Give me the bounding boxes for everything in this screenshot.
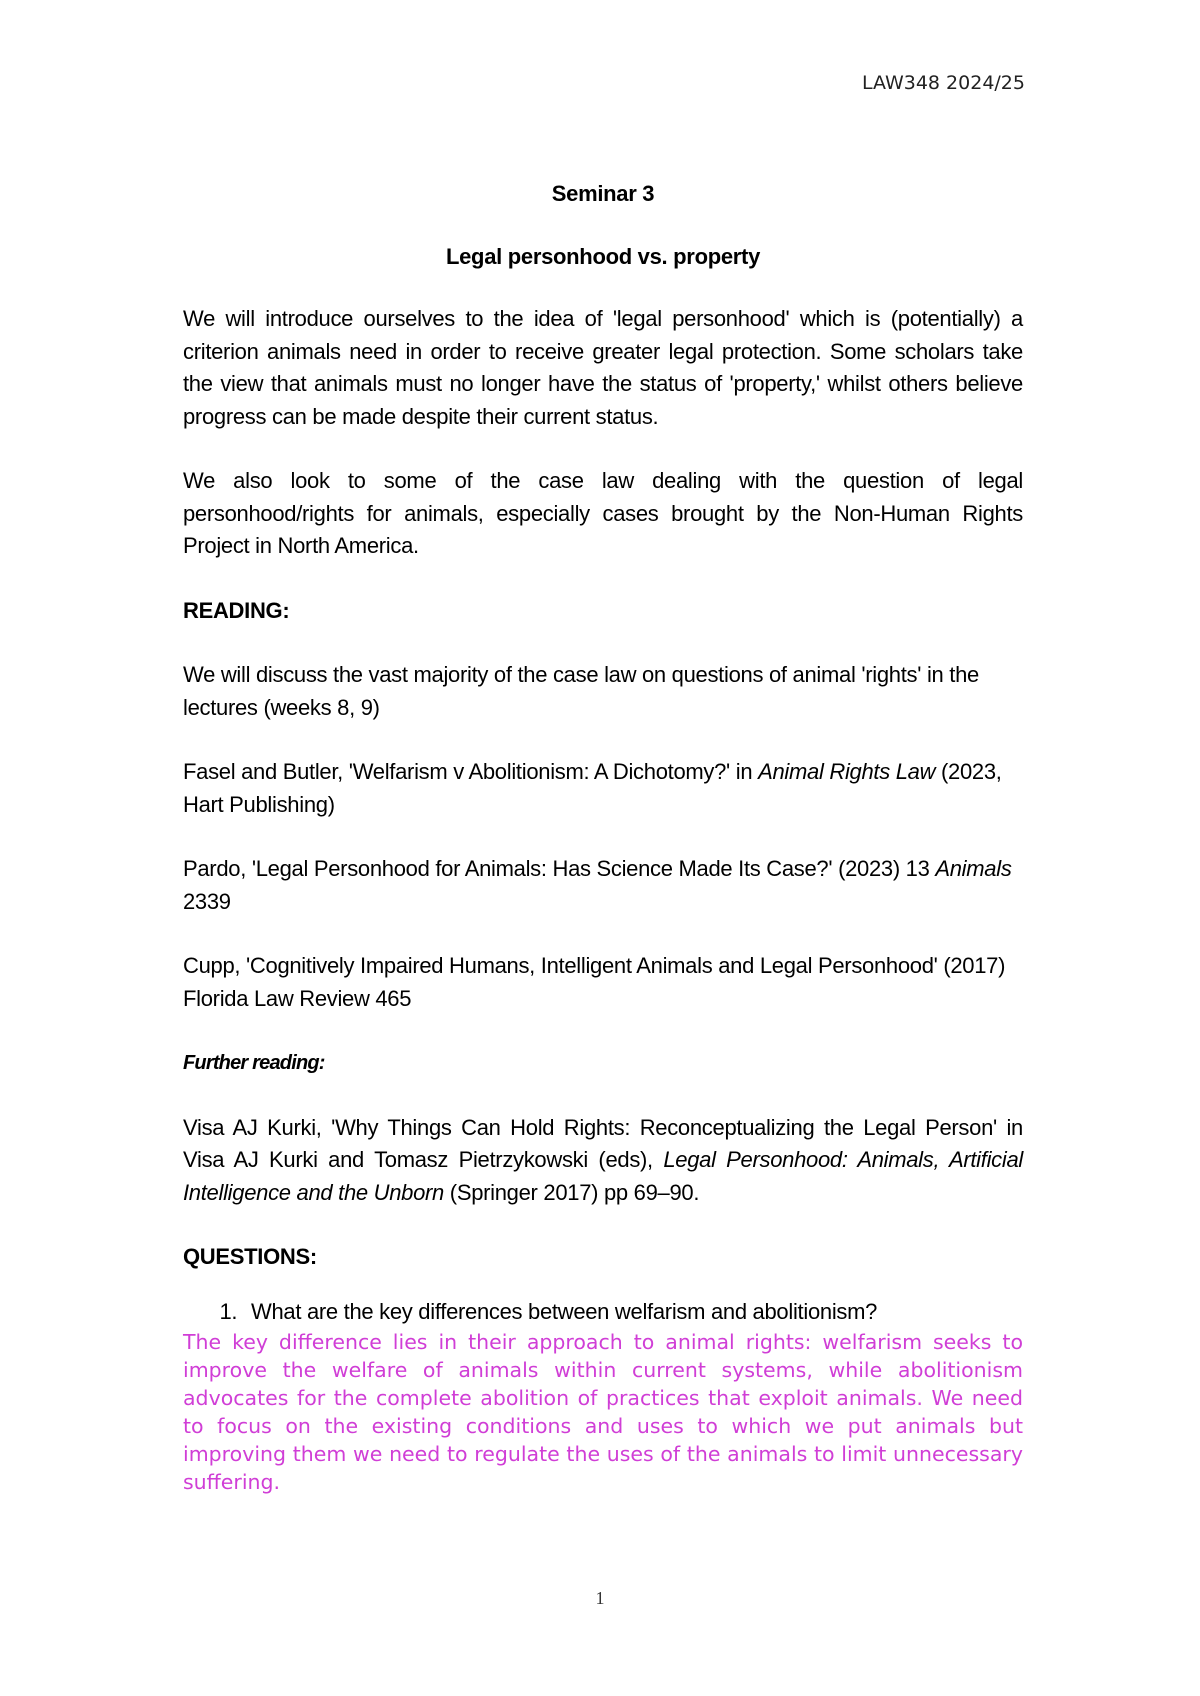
further-reading-item-1	[183, 1112, 1023, 1210]
reading-item-3: Cupp, 'Cognitively Impaired Humans, Intelligent Animals and Legal Personhood' (2017) Florida Law Review 465	[183, 953, 1006, 1011]
reading-item-1	[183, 756, 1023, 821]
reading-item-2-pub: 2339	[183, 888, 231, 914]
further-reading-item-1-pub: (Springer 2017) pp 69–90.	[443, 1179, 700, 1205]
questions-list	[183, 1296, 1023, 1329]
reading-item-1-title: Animal Rights Law	[758, 759, 936, 784]
page-subtitle: Legal personhood vs. property	[445, 243, 761, 269]
intro-paragraph-1: We will introduce ourselves to the idea of 'legal personhood' which is (potentially) a criterion animals need in order to receive greater legal protection. Some scholars take the view that animals must no longer have the status of 'property,' whilst others believe progress can be made despite their current status.	[183, 306, 1023, 429]
page-number: 1	[595, 1588, 605, 1608]
reading-heading: READING:	[183, 597, 290, 623]
further-reading-item-1-text: Visa AJ Kurki, 'Why Things Can Hold Rights: Reconceptualizing the Legal Person' in Visa AJ Kurki and Tomasz Pietrzykowski (eds),	[183, 1114, 1023, 1172]
further-reading-item-1-title: Legal Personhood: Animals, Artificial Intelligence and the Unborn	[183, 1147, 1023, 1205]
reading-note: We will discuss the vast majority of the case law on questions of animal 'rights' in the lectures (weeks 8, 9)	[183, 662, 979, 720]
reading-item-1-pub: (2023, Hart Publishing)	[183, 759, 1002, 817]
reading-item-2	[183, 853, 1023, 918]
questions-heading: QUESTIONS:	[183, 1244, 317, 1269]
answer-text: The key difference lies in their approach to animal rights: welfarism seeks to improve the welfare of animals within current systems, while abolitionism advocates for the complete abolition of practices that exploit animals. We need to focus on the existing conditions and uses to which we put animals but improving them we need to regulate the uses of the animals to limit unnecessary suffering.	[183, 1330, 1023, 1494]
reading-item-2-journal: Animals	[935, 856, 1012, 881]
intro-paragraph-2: We also look to some of the case law dealing with the question of legal personhood/rights for animals, especially cases brought by the Non-Human Rights Project in North America.	[183, 468, 1023, 558]
document-body	[183, 178, 1023, 1496]
reading-item-2-text: Pardo, 'Legal Personhood for Animals: Has Science Made Its Case?' (2023) 13	[183, 856, 936, 881]
page-title: Seminar 3	[551, 181, 655, 206]
further-reading-heading: Further reading:	[183, 1052, 325, 1074]
reading-item-1-text: Fasel and Butler, 'Welfarism v Abolitionism: A Dichotomy?' in	[183, 759, 759, 784]
question-item: 1. What are the key differences between welfarism and abolitionism?	[243, 1296, 1023, 1329]
course-code-header: LAW348 2024/25	[861, 72, 1025, 94]
